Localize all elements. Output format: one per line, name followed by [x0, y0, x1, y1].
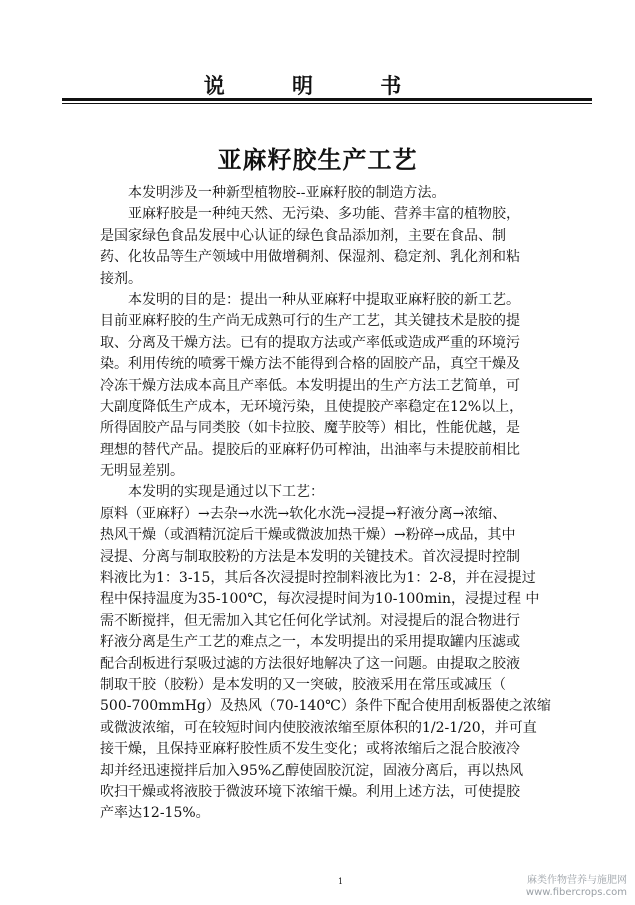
text-line: 接干燥，且保持亚麻籽胶性质不发生变化；或将浓缩后之混合胶液冷	[100, 741, 520, 758]
document-title: 亚麻籽胶生产工艺	[217, 145, 418, 174]
watermark-line-2: www.fibercrops.com	[525, 887, 627, 898]
text-line: 大副度降低生产成本，无环境污染，且使提胶产率稳定在12%以上，	[100, 398, 524, 415]
text-line: 取、分离及干燥方法。已有的提取方法或产率低或造成严重的环境污	[100, 334, 520, 351]
text-line: 需不断搅拌，但无需加入其它任何化学试剂。对浸提后的混合物进行	[100, 612, 520, 629]
text-line: 本发明涉及一种新型植物胶--亚麻籽胶的制造方法。	[100, 185, 446, 201]
site-watermark	[526, 875, 627, 899]
text-line: 本发明的实现是通过以下工艺：	[100, 484, 324, 501]
text-line: 染。利用传统的喷雾干燥方法不能得到合格的固胶产品，真空干燥及	[100, 356, 520, 373]
text-line: 吹扫干燥或将液胶于微波环境下浓缩干燥。利用上述方法，可使提胶	[100, 783, 520, 800]
text-line: 浸提、分离与制取胶粉的方法是本发明的关键技术。首次浸提时控制	[100, 548, 520, 565]
text-line: 冷冻干燥方法成本高且产率低。本发明提出的生产方法工艺简单，可	[100, 377, 520, 394]
text-line: 却并经迅速搅拌后加入95%乙醇使固胶沉淀，固液分离后，再以热风	[100, 762, 524, 779]
text-line: 原料（亚麻籽）→去杂→水洗→软化水洗→浸提→籽液分离→浓缩、	[100, 505, 507, 522]
text-line: 所得固胶产品与同类胶（如卡拉胶、魔芋胶等）相比，性能优越，是	[100, 420, 520, 437]
text-line: 本发明的目的是：提出一种从亚麻籽中提取亚麻籽胶的新工艺。	[100, 291, 520, 308]
text-line: 程中保持温度为35-100℃，每次浸提时间为10-100min，浸提过程 中	[100, 591, 540, 608]
text-line: 料液比为1：3-15，其后各次浸提时控制料液比为1：2-8，并在浸提过	[100, 570, 536, 587]
header-rule-thin	[62, 103, 592, 104]
document-header-title: 说 明 书	[203, 73, 432, 98]
text-line: 目前亚麻籽胶的生产尚无成熟可行的生产工艺，其关键技术是胶的提	[100, 313, 520, 330]
text-line: 籽液分离是生产工艺的难点之一，本发明提出的采用提取罐内压滤或	[100, 634, 520, 651]
text-line: 是国家绿色食品发展中心认证的绿色食品添加剂，主要在食品、制	[100, 227, 506, 244]
text-line: 制取干胶（胶粉）是本发明的又一突破，胶液采用在常压或减压（	[100, 676, 506, 693]
page-number: 1	[338, 877, 344, 886]
text-line: 配合刮板进行泵吸过滤的方法很好地解决了这一问题。由提取之胶液	[100, 655, 520, 672]
text-line: 药、化妆品等生产领域中用做增稠剂、保湿剂、稳定剂、乳化剂和粘	[100, 249, 520, 266]
text-line: 产率达12-15%。	[100, 805, 210, 822]
text-line: 理想的替代产品。提胶后的亚麻籽仍可榨油，出油率与未提胶前相比	[100, 441, 520, 458]
header-rule-thick	[62, 98, 592, 101]
text-line: 500-700mmHg）及热风（70-140℃）条件下配合使用刮板器使之浓缩	[100, 698, 551, 715]
text-line: 热风干燥（或酒精沉淀后干燥或微波加热干燥）→粉碎→成品，其中	[100, 527, 516, 544]
watermark-line-1: 麻类作物营养与施肥网	[527, 875, 627, 886]
text-line: 或微波浓缩，可在较短时间内使胶液浓缩至原体积的1/2-1/20，并可直	[100, 719, 537, 736]
text-line: 无明显差别。	[100, 463, 184, 480]
text-line: 亚麻籽胶是一种纯天然、无污染、多功能、营养丰富的植物胶，	[100, 206, 520, 223]
document-body	[100, 183, 552, 825]
text-line: 接剂。	[100, 270, 142, 287]
